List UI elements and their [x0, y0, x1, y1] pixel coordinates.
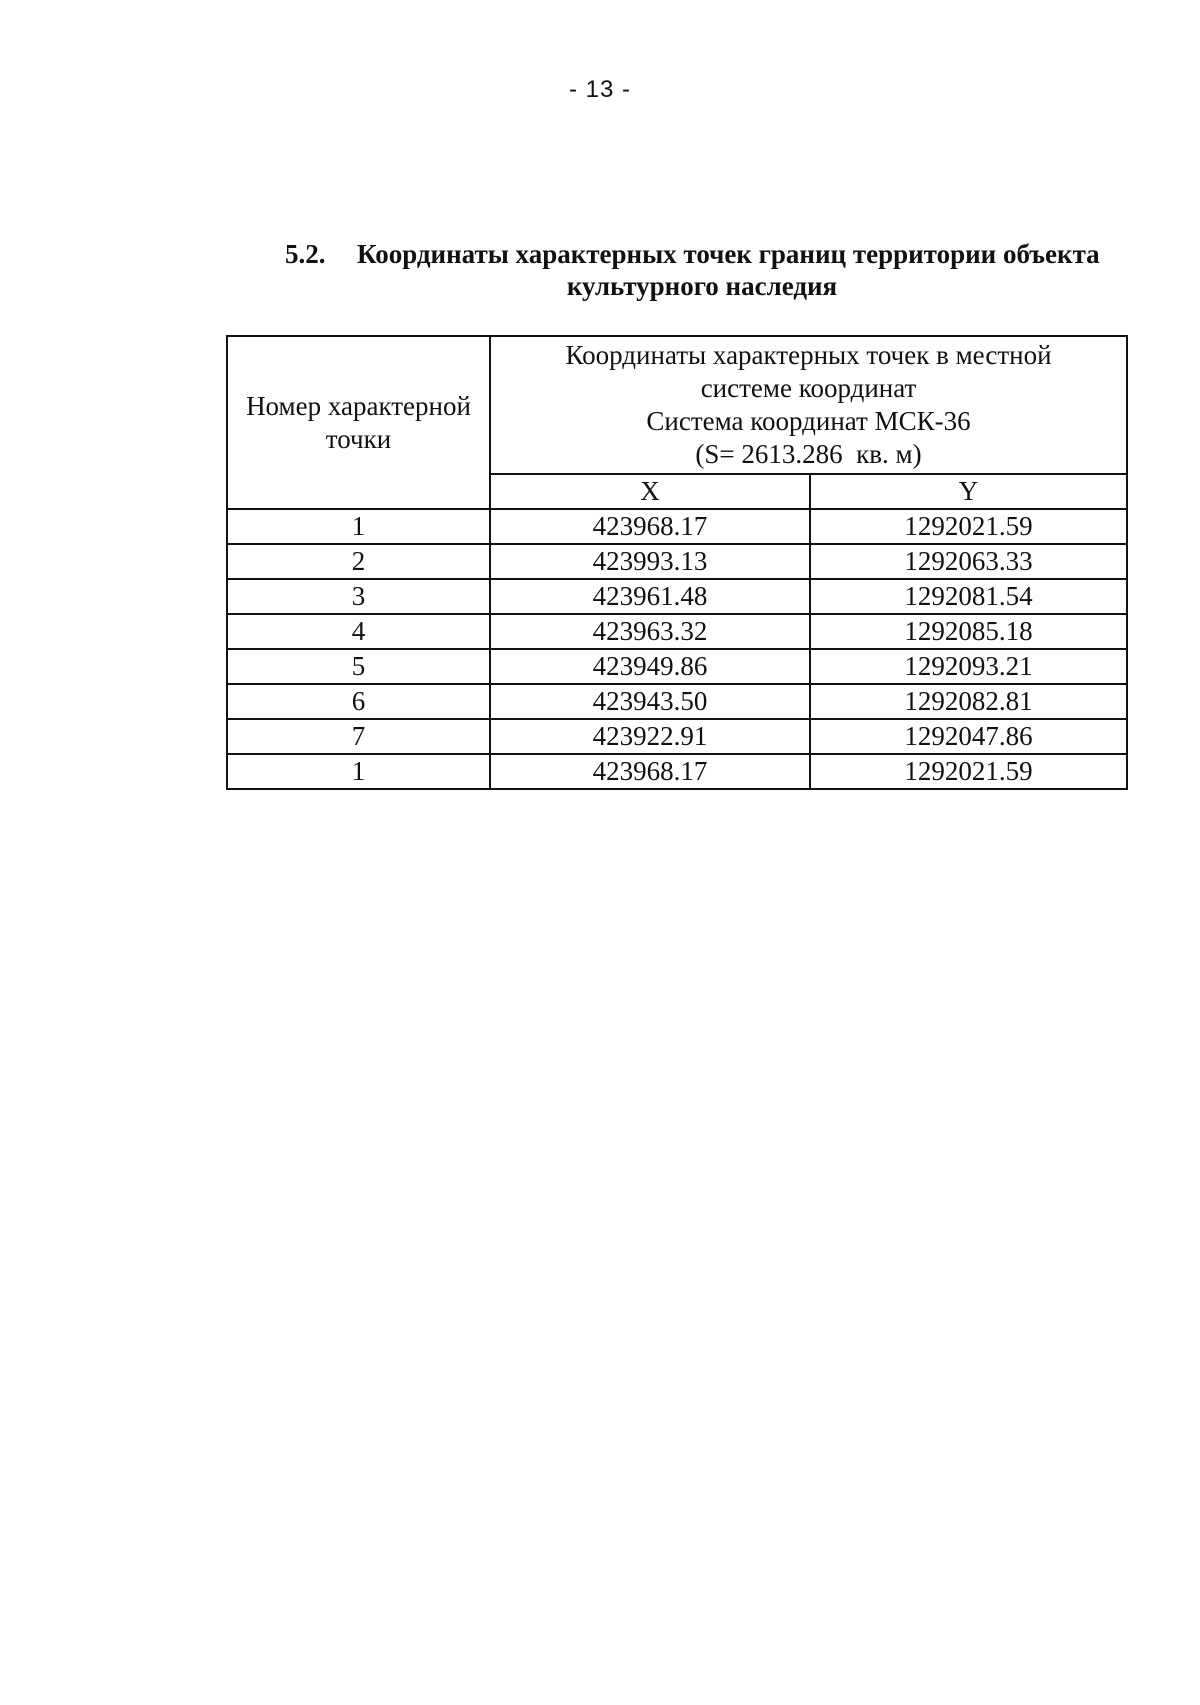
section-heading-line1 — [285, 238, 1145, 270]
cell-y: 1292081.54 — [810, 579, 1127, 614]
cell-x: 423963.32 — [490, 614, 810, 649]
cell-point: 6 — [227, 684, 490, 719]
cell-x: 423922.91 — [490, 719, 810, 754]
cell-point: 1 — [227, 509, 490, 544]
cell-x: 423968.17 — [490, 509, 810, 544]
cell-point: 1 — [227, 754, 490, 789]
cell-y: 1292021.59 — [810, 509, 1127, 544]
coordinates-table — [226, 335, 1128, 790]
table-row — [227, 579, 1127, 614]
header-coords-line1: Координаты характерных точек в местной — [565, 340, 1052, 370]
table-header-row — [227, 336, 1127, 474]
cell-y: 1292093.21 — [810, 649, 1127, 684]
header-coords-line4: (S= 2613.286 кв. м) — [695, 439, 922, 469]
cell-y: 1292082.81 — [810, 684, 1127, 719]
cell-point: 7 — [227, 719, 490, 754]
section-title-line1: Координаты характерных точек границ территории объекта — [357, 239, 1100, 269]
table-row — [227, 754, 1127, 789]
page-number: - 13 - — [568, 76, 631, 103]
table-row — [227, 544, 1127, 579]
section-title-line2: культурного наследия — [566, 271, 838, 301]
table-row — [227, 649, 1127, 684]
cell-x: 423968.17 — [490, 754, 810, 789]
cell-point: 2 — [227, 544, 490, 579]
header-point-line2: точки — [325, 423, 392, 454]
header-coordinates — [490, 336, 1127, 474]
cell-y: 1292021.59 — [810, 754, 1127, 789]
cell-y: 1292085.18 — [810, 614, 1127, 649]
header-coords-line2: системе координат — [700, 373, 917, 403]
cell-x: 423961.48 — [490, 579, 810, 614]
cell-x: 423943.50 — [490, 684, 810, 719]
header-point-number — [227, 336, 490, 509]
header-x: X — [490, 474, 810, 509]
cell-y: 1292047.86 — [810, 719, 1127, 754]
header-y: Y — [810, 474, 1127, 509]
table-row — [227, 684, 1127, 719]
header-point-line1: Номер характерной — [246, 390, 471, 421]
header-coords-line3: Система координат МСК-36 — [646, 406, 971, 436]
cell-x: 423949.86 — [490, 649, 810, 684]
table-row — [227, 509, 1127, 544]
cell-point: 5 — [227, 649, 490, 684]
section-number: 5.2. — [285, 239, 326, 269]
cell-point: 3 — [227, 579, 490, 614]
cell-y: 1292063.33 — [810, 544, 1127, 579]
cell-point: 4 — [227, 614, 490, 649]
section-heading — [285, 238, 1145, 302]
table-row — [227, 719, 1127, 754]
table-row — [227, 614, 1127, 649]
cell-x: 423993.13 — [490, 544, 810, 579]
